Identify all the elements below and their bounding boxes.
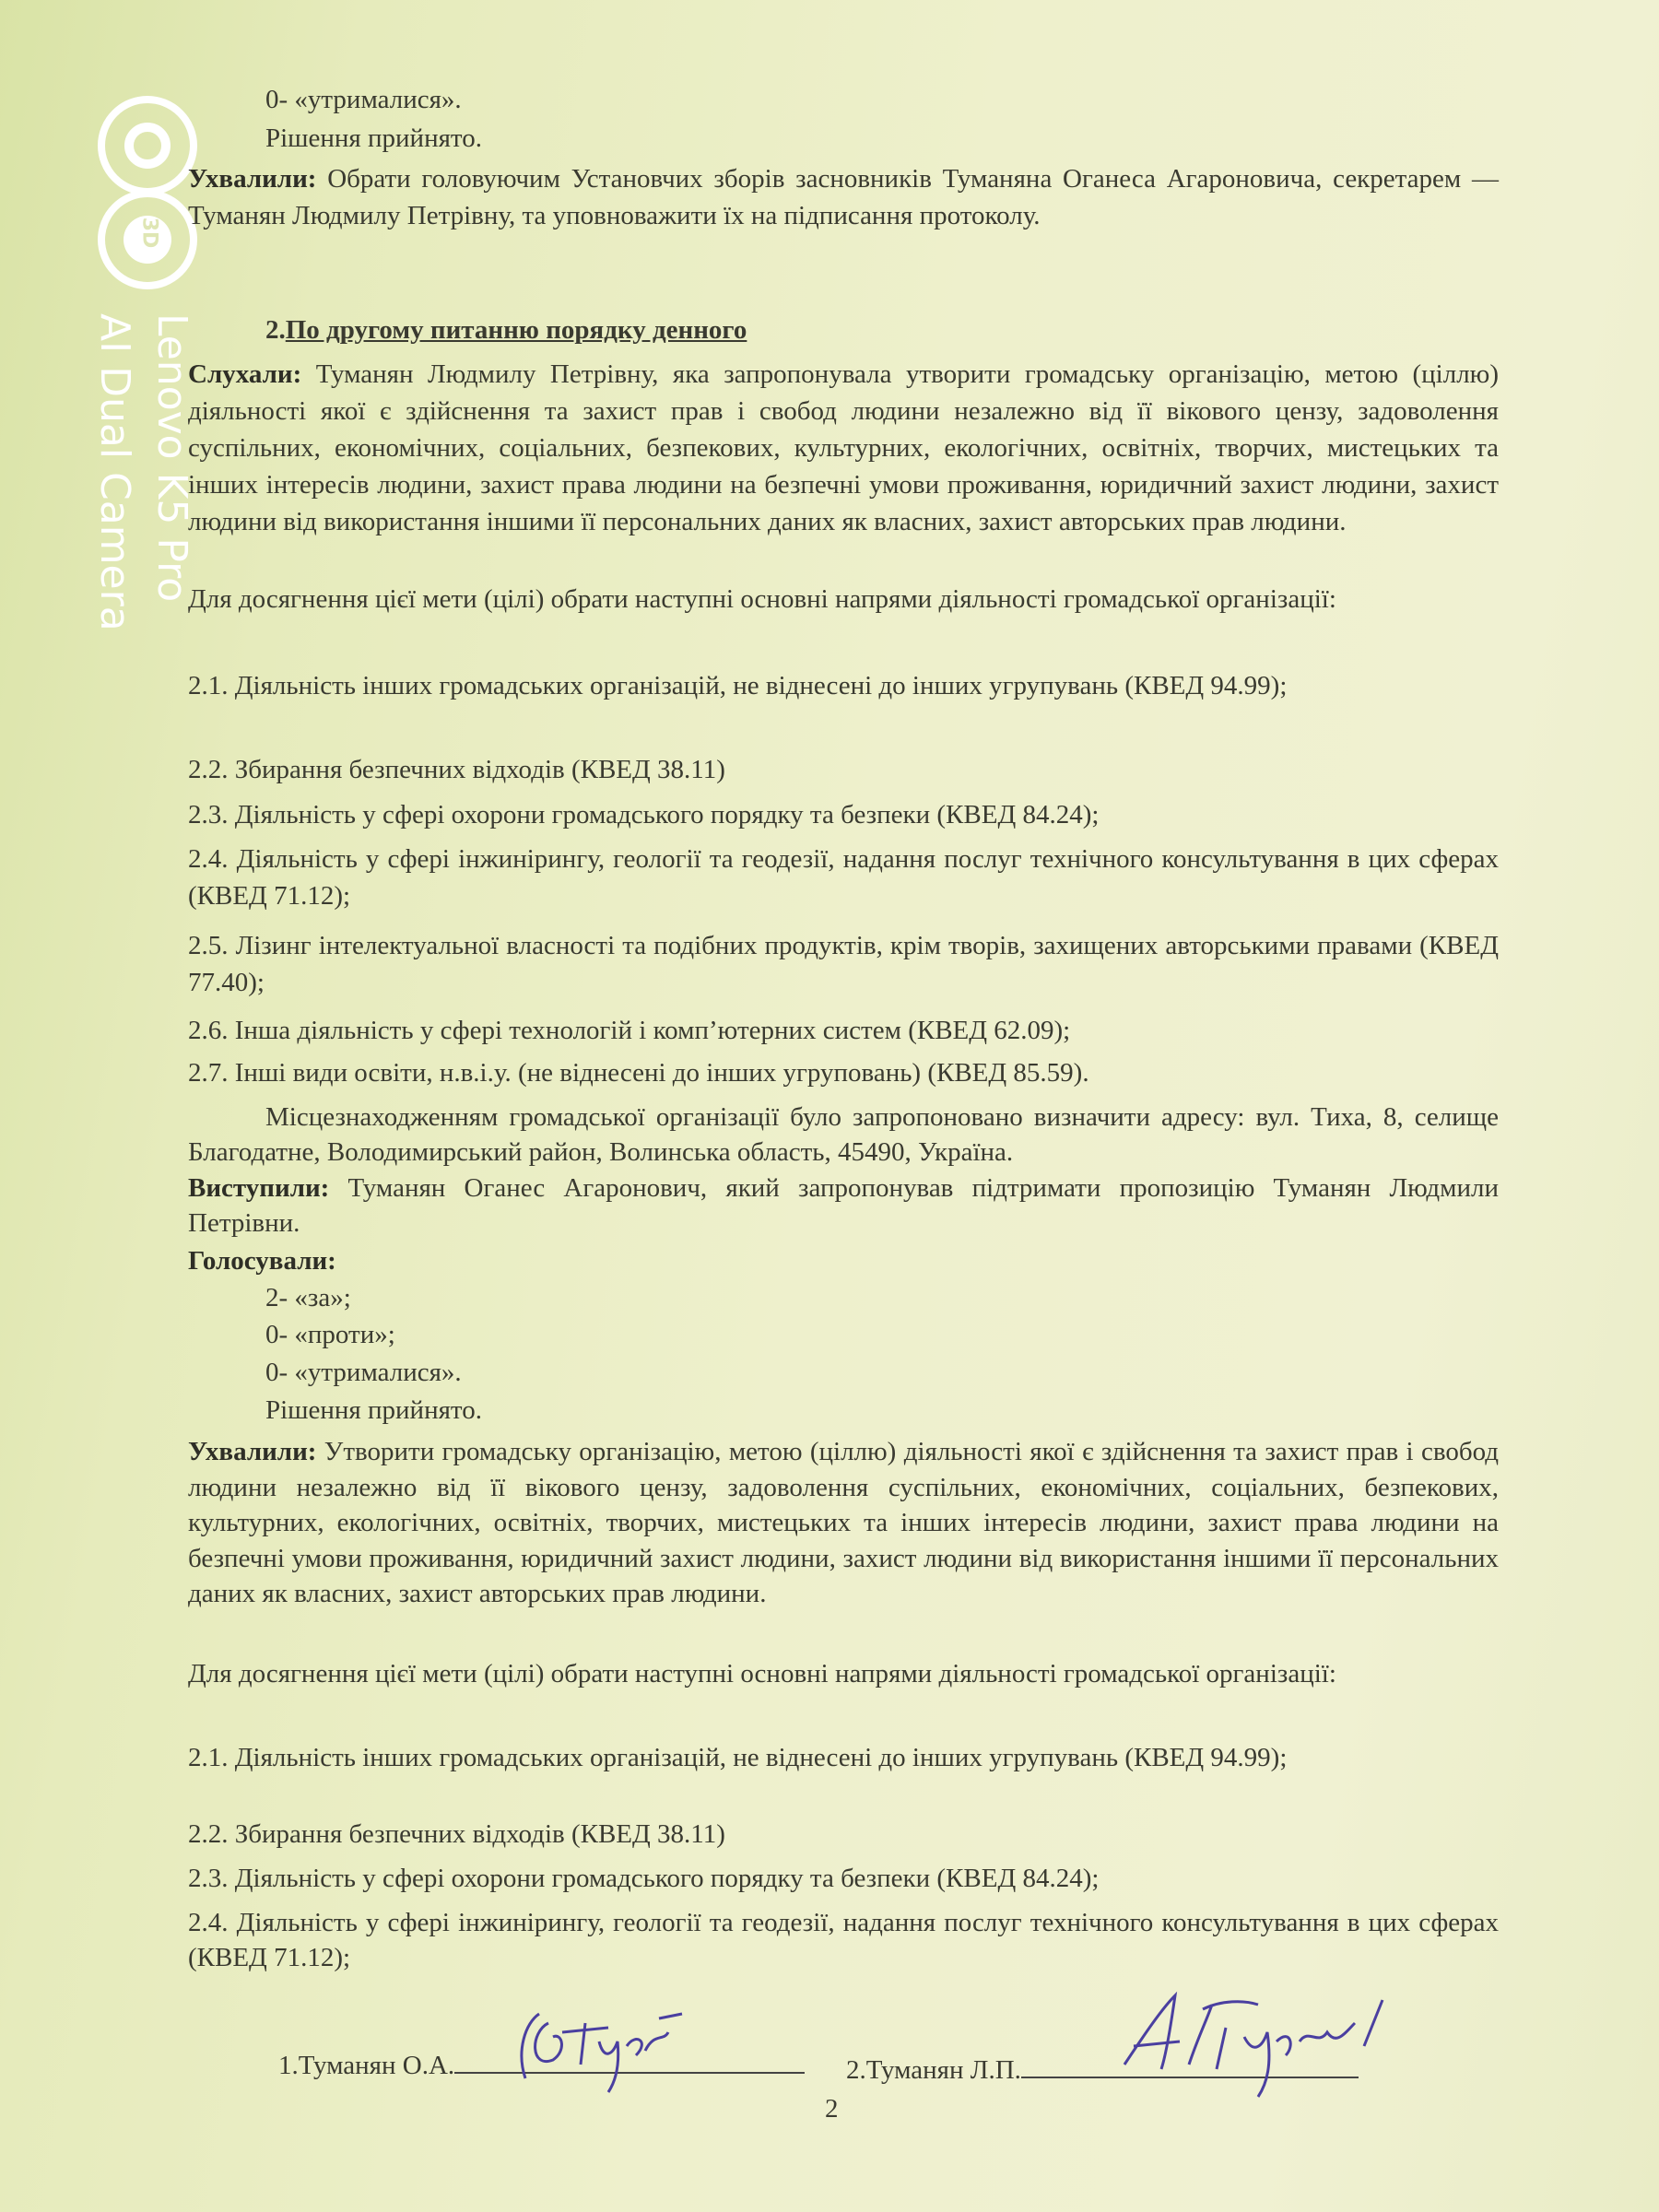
heard-paragraph <box>188 356 1499 540</box>
vote-for: 2- «за»; <box>265 1283 351 1312</box>
resolved-paragraph <box>188 1434 1499 1612</box>
lenovo-logo-icon <box>92 92 203 304</box>
decision-text: Рішення прийнято. <box>265 124 482 153</box>
direction-item: 2.3. Діяльність у сфері охорони громадського порядку та безпеки (КВЕД 84.24); <box>188 1864 1100 1893</box>
direction-item: 2.6. Інша діяльність у сфері технологій і комп’ютерних систем (КВЕД 62.09); <box>188 1016 1071 1045</box>
direction-item: 2.5. Лізинг інтелектуальної власності та подібних продуктів, крім творів, захищених авторськими правами (КВЕД 77.40); <box>188 931 1499 997</box>
signature-2-handwriting <box>1106 1991 1401 2101</box>
resolved-text: Обрати головуючим Установчих зборів засновників Туманяна Оганеса Агароновича, секретарем — Туманян Людмилу Петрівну, та уповноважити їх на підписання протоколу. <box>188 164 1500 230</box>
watermark-subtitle: AI Dual Camera <box>91 313 138 631</box>
watermark-badge: 3D <box>137 217 161 249</box>
direction-item: 2.1. Діяльність інших громадських організацій, не віднесені до інших угрупувань (КВЕД 94.99); <box>188 671 1288 700</box>
section-heading <box>265 315 747 346</box>
signer-1-name: 1.Туманян О.А. <box>278 2051 455 2080</box>
direction-item: 2.4. Діяльність у сфері інжинірингу, геології та геодезії, надання послуг технічного консультування в цих сферах (КВЕД 71.12); <box>188 1908 1499 1972</box>
page-number: 2 <box>825 2094 839 2124</box>
vote-abstained: 0- «утрималися». <box>265 1358 462 1387</box>
directions-intro: Для досягнення цієї мети (цілі) обрати наступні основні напрями діяльності громадської організації: <box>188 584 1336 614</box>
resolved-paragraph <box>188 160 1499 234</box>
heard-label: Слухали: <box>188 359 302 389</box>
resolved-label: Ухвалили: <box>188 1437 317 1466</box>
vote-against: 0- «проти»; <box>265 1320 395 1349</box>
section-number: 2. <box>265 315 286 345</box>
voted-label: Голосували: <box>188 1246 336 1276</box>
heard-text: Туманян Людмилу Петрівну, яка запропонувала утворити громадську організацію, метою (ціллю) діяльності якої є здійснення та захист прав і свобод людини незалежно від її вікового цензу, задоволення суспільних, економічних, соціальних, безпекових, культурних, екологічних, освітніх, творчих, мистецьких та інших інтересів людини, захист права людини на безпечні умови проживання, юридичний захист людини, захист людини від використання іншими її персональних даних як власних, захист авторських прав людини. <box>188 359 1499 536</box>
direction-item: 2.2. Збирання безпечних відходів (КВЕД 38.11) <box>188 755 725 784</box>
resolved-label: Ухвалили: <box>188 164 317 194</box>
vote-abstained: 0- «утрималися». <box>265 85 462 114</box>
signer-2-name: 2.Туманян Л.П. <box>846 2055 1021 2085</box>
direction-item: 2.4. Діяльність у сфері інжинірингу, геології та геодезії, надання послуг технічного консультування в цих сферах (КВЕД 71.12); <box>188 844 1499 911</box>
resolved-directions-intro: Для досягнення цієї мети (цілі) обрати наступні основні напрями діяльності громадської організації: <box>188 1659 1336 1688</box>
decision-text: Рішення прийнято. <box>265 1395 482 1425</box>
direction-item: 2.3. Діяльність у сфері охорони громадського порядку та безпеки (КВЕД 84.24); <box>188 800 1100 830</box>
watermark-brand: Lenovo K5 Pro <box>148 313 195 603</box>
signature-1-handwriting <box>498 1995 700 2097</box>
direction-item: 2.2. Збирання безпечних відходів (КВЕД 38.11) <box>188 1819 725 1849</box>
resolved-text: Утворити громадську організацію, метою (ціллю) діяльності якої є здійснення та захист прав і свобод людини незалежно від її вікового цензу, задоволення суспільних, економічних, соціальних, безпекових, культурних, екологічних, освітніх, творчих, мистецьких та інших інтересів людини, захист права людини на безпечні умови проживання, юридичний захист людини, захист людини від використання іншими її персональних даних як власних, захист авторських прав людини. <box>188 1437 1500 1608</box>
section-title: По другому питанню порядку денного <box>285 315 747 345</box>
spoke-paragraph <box>188 1171 1499 1241</box>
spoke-text: Туманян Оганес Агаронович, який запропонував підтримати пропозицію Туманян Людмили Петрівни. <box>188 1173 1499 1238</box>
spoke-label: Виступили: <box>188 1173 330 1203</box>
direction-item: 2.7. Інші види освіти, н.в.і.у. (не віднесені до інших угруповань) (КВЕД 85.59). <box>188 1058 1089 1088</box>
location-paragraph: Місцезнаходженням громадської організації було запропоновано визначити адресу: вул. Тиха, 8, селище Благодатне, Володимирський район, Волинська область, 45490, Україна. <box>188 1102 1499 1167</box>
direction-item: 2.1. Діяльність інших громадських організацій, не віднесені до інших угрупувань (КВЕД 94.99); <box>188 1743 1288 1772</box>
